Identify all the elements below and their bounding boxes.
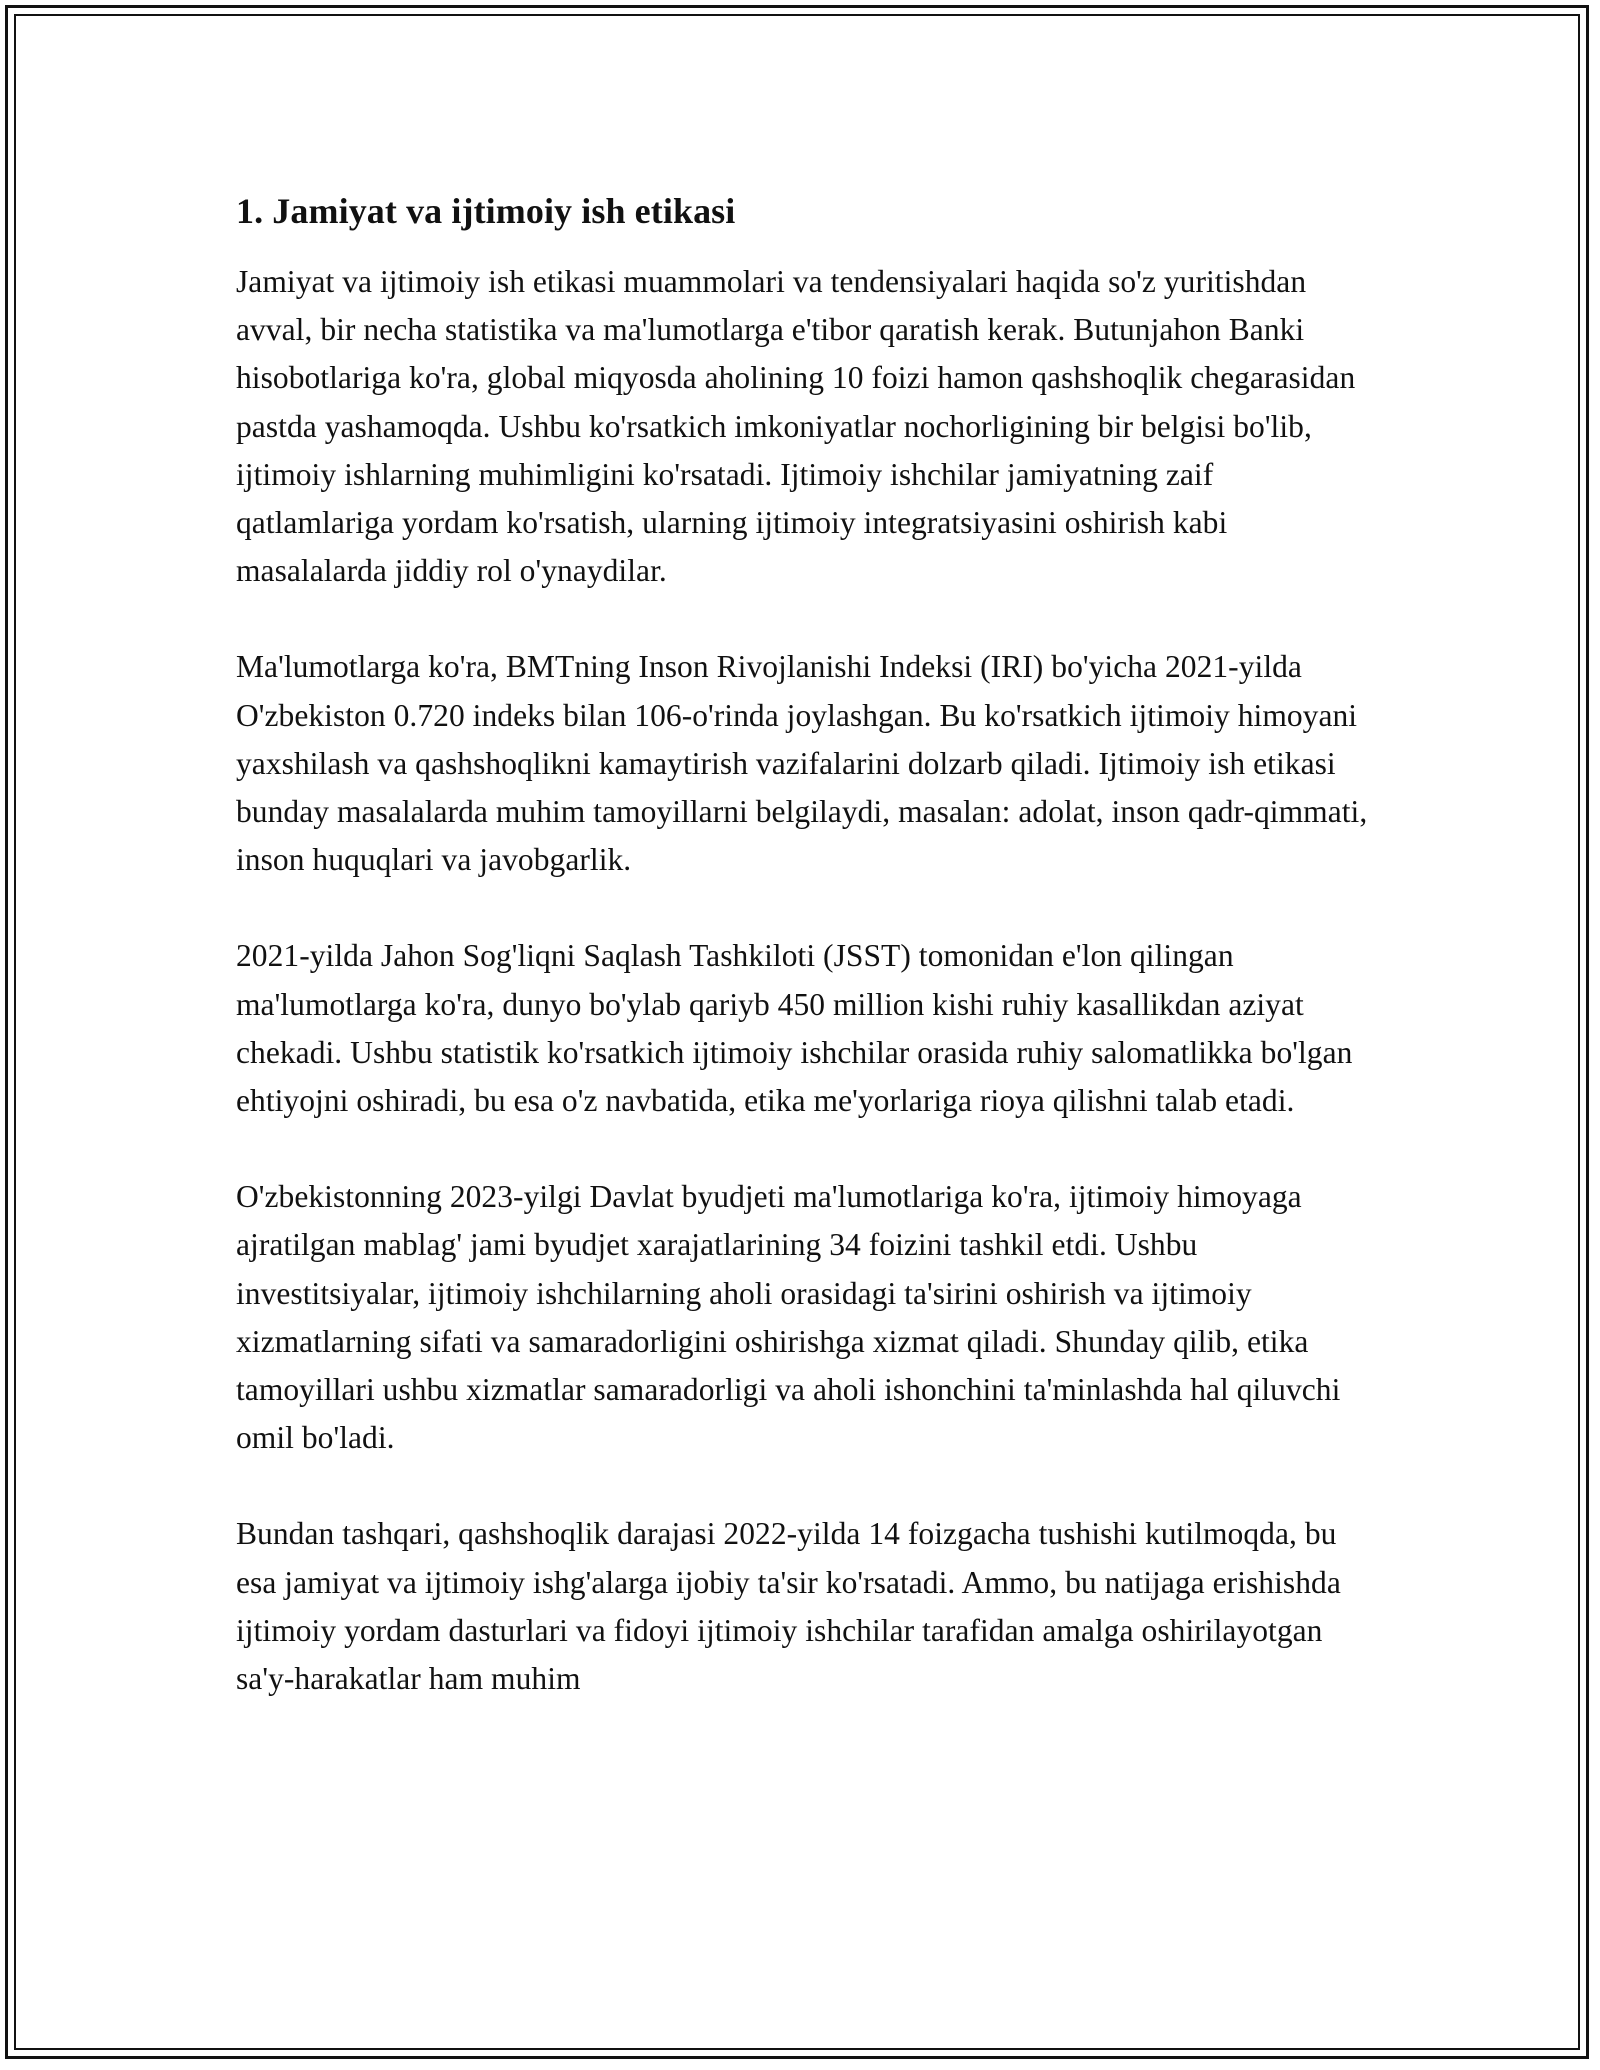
- document-body: [236, 186, 1376, 1751]
- paragraph-5: Bundan tashqari, qashshoqlik darajasi 2022-yilda 14 foizgacha tushishi kutilmoqda, bu esa jamiyat va ijtimoiy ishg'alarga ijobiy ta'sir ko'rsatadi. Ammo, bu natijaga erishishda ijtimoiy yordam dasturlari va fidoyi ijtimoiy ishchilar tarafidan amalga oshirilayotgan sa'y-harakatlar ham muhim: [236, 1516, 1341, 1697]
- section-heading: 1. Jamiyat va ijtimoiy ish etikasi: [236, 191, 736, 231]
- paragraph-4: O'zbekistonning 2023-yilgi Davlat byudjeti ma'lumotlariga ko'ra, ijtimoiy himoyaga ajratilgan mablag' jami byudjet xarajatlarining 34 foizini tashkil etdi. Ushbu investitsiyalar, ijtimoiy ishchilarning aholi orasidagi ta'sirini oshirish va ijtimoiy xizmatlarning sifati va samaradorligini oshirishga xizmat qiladi. Shunday qilib, etika tamoyillari ushbu xizmatlar samaradorligi va aholi ishonchini ta'minlashda hal qiluvchi omil bo'ladi.: [236, 1179, 1341, 1456]
- paragraph-1: Jamiyat va ijtimoiy ish etikasi muammolari va tendensiyalari haqida so'z yuritishdan avval, bir necha statistika va ma'lumotlarga e'tibor qaratish kerak. Butunjahon Banki hisobotlariga ko'ra, global miqyosda aholining 10 foizi hamon qashshoqlik chegarasidan pastda yashamoqda. Ushbu ko'rsatkich imkoniyatlar nochorligining bir belgisi bo'lib, ijtimoiy ishlarning muhimligini ko'rsatadi. Ijtimoiy ishchilar jamiyatning zaif qatlamlariga yordam ko'rsatish, ularning ijtimoiy integratsiyasini oshirish kabi masalalarda jiddiy rol o'ynaydilar.: [236, 264, 1356, 589]
- paragraph-3: 2021-yilda Jahon Sog'liqni Saqlash Tashkiloti (JSST) tomonidan e'lon qilingan ma'lumotlarga ko'ra, dunyo bo'ylab qariyb 450 million kishi ruhiy kasallikdan aziyat chekadi. Ushbu statistik ko'rsatkich ijtimoiy ishchilar orasida ruhiy salomatlikka bo'lgan ehtiyojni oshiradi, bu esa o'z navbatida, etika me'yorlariga rioya qilishni talab etadi.: [236, 938, 1353, 1119]
- paragraph-2: Ma'lumotlarga ko'ra, BMTning Inson Rivojlanishi Indeksi (IRI) bo'yicha 2021-yilda O'zbekiston 0.720 indeks bilan 106-o'rinda joylashgan. Bu ko'rsatkich ijtimoiy himoyani yaxshilash va qashshoqlikni kamaytirish vazifalarini dolzarb qiladi. Ijtimoiy ish etikasi bunday masalalarda muhim tamoyillarni belgilaydi, masalan: adolat, inson qadr-qimmati, inson huquqlari va javobgarlik.: [236, 649, 1368, 878]
